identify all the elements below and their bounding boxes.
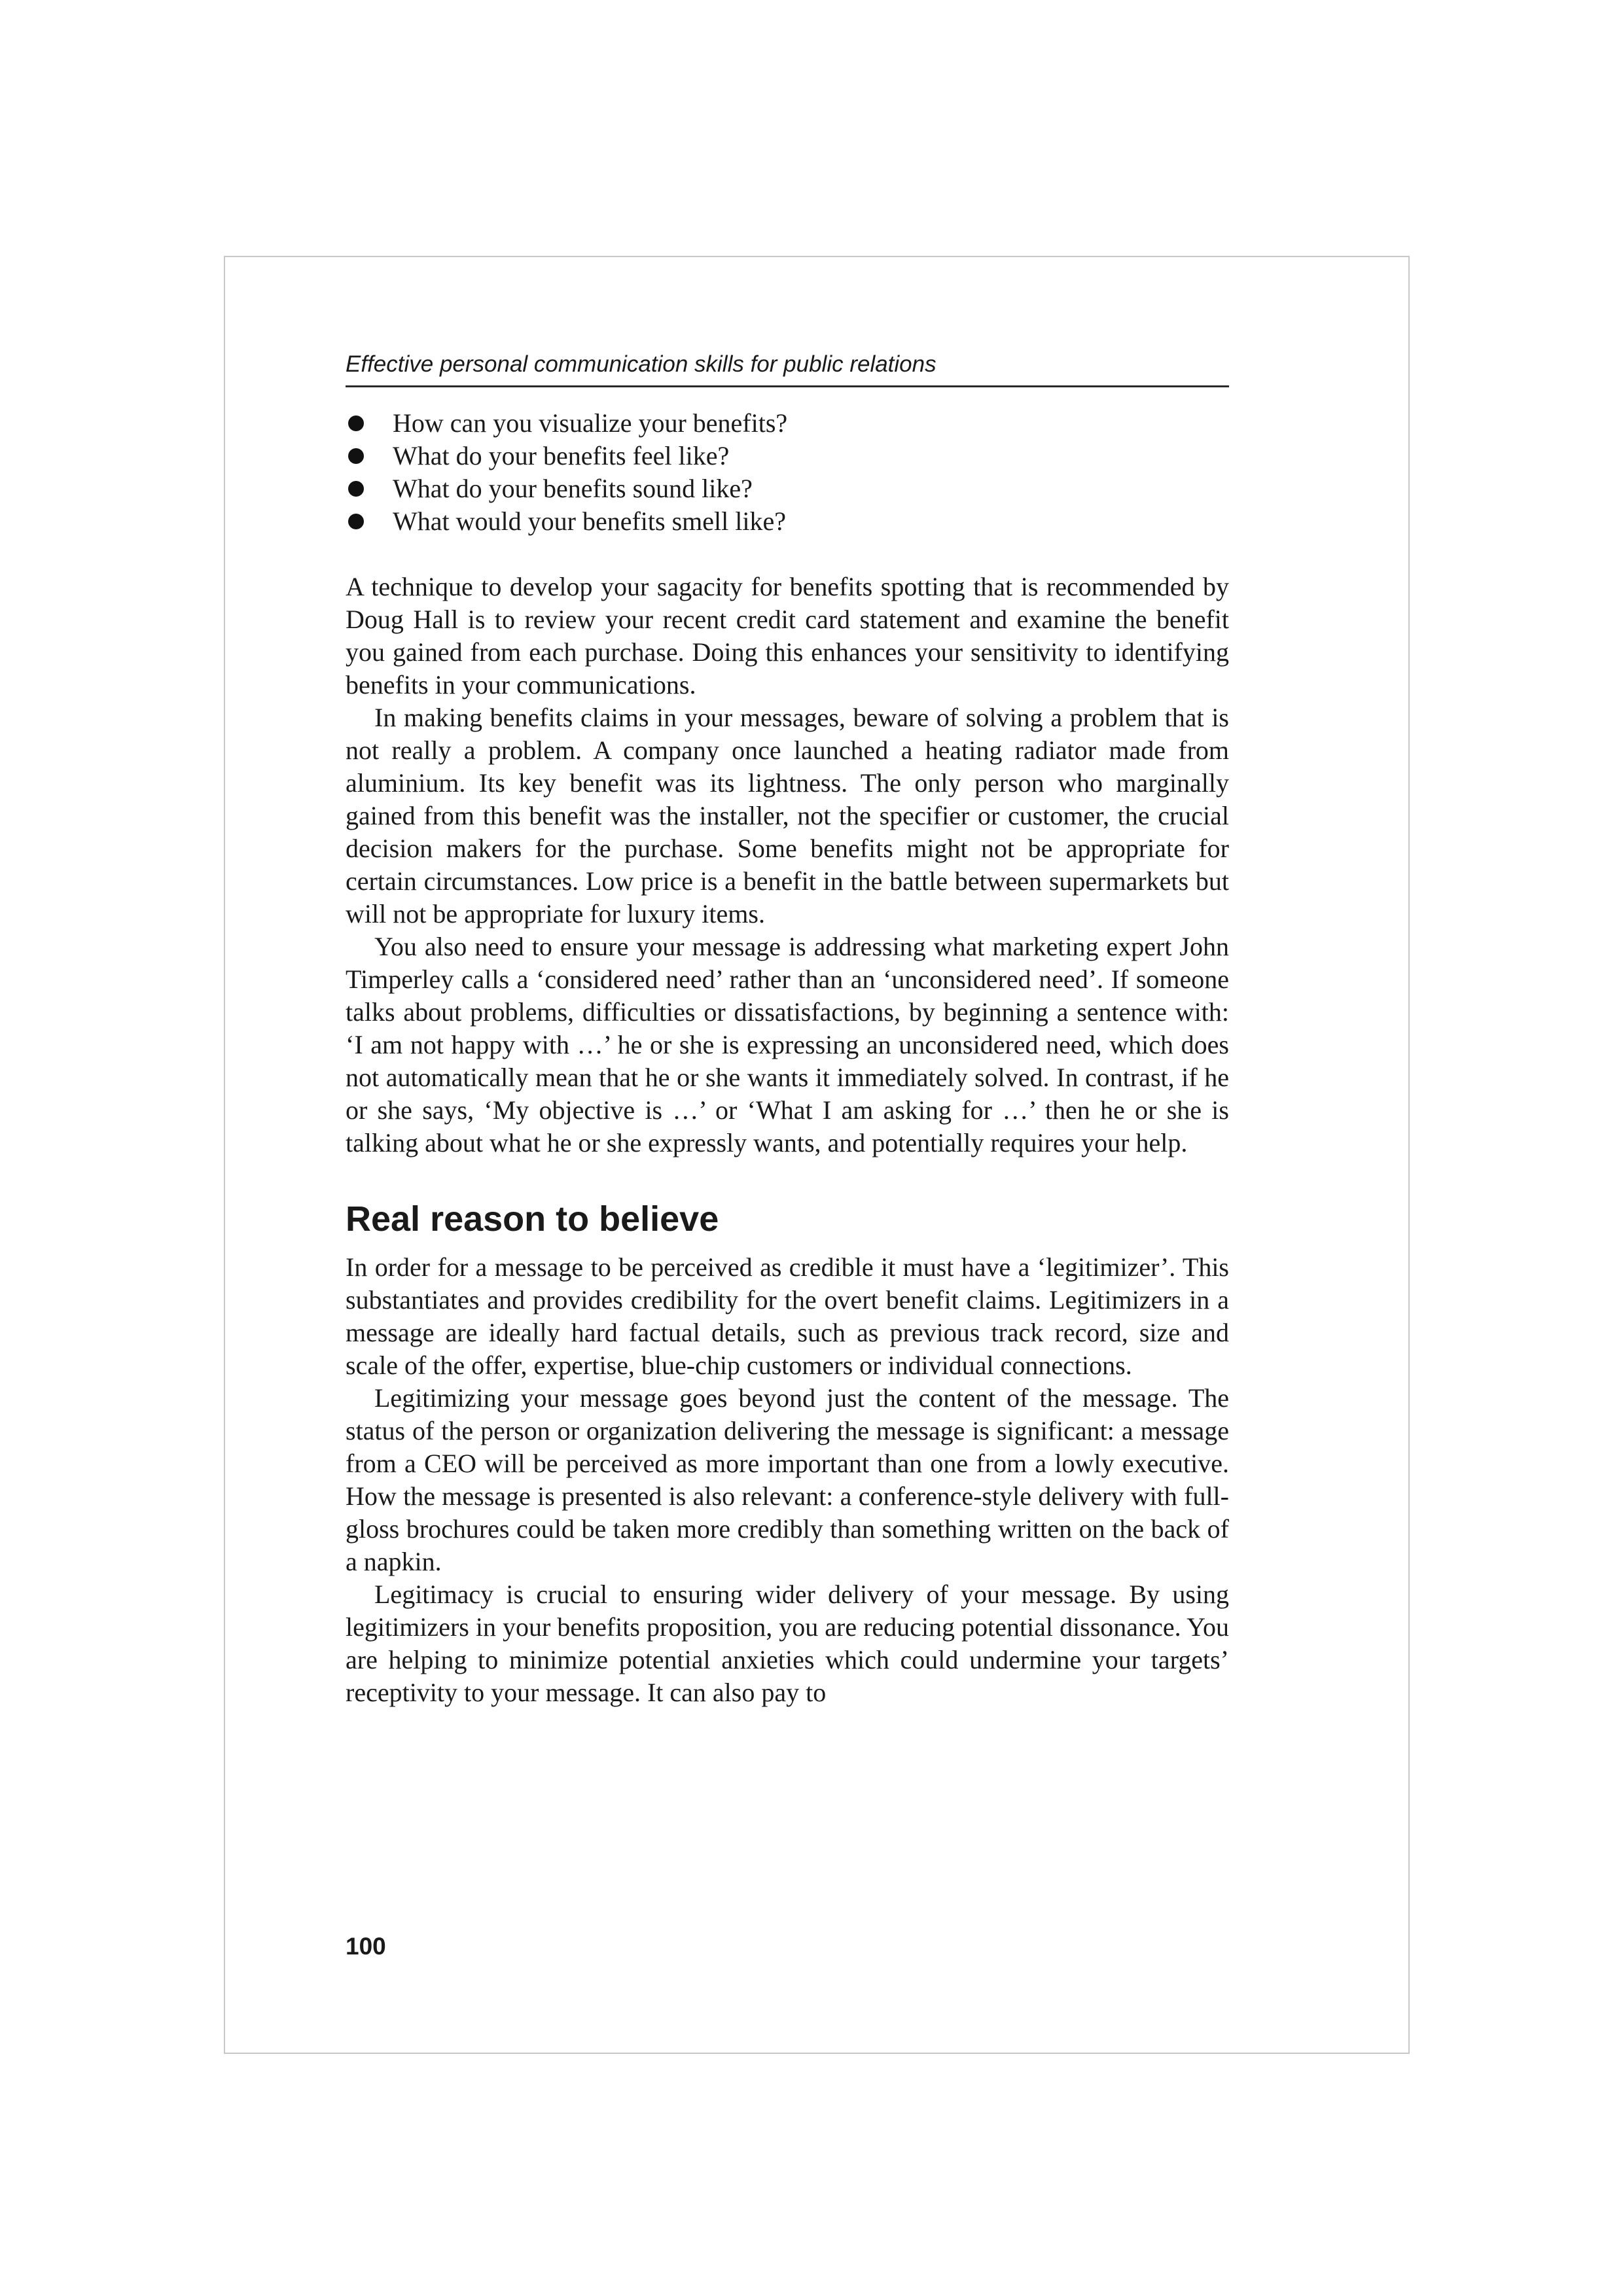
list-item <box>346 505 1229 538</box>
list-item <box>346 440 1229 472</box>
page-number: 100 <box>346 1933 386 1960</box>
bullet-icon <box>348 481 364 497</box>
section-heading: Real reason to believe <box>346 1199 719 1239</box>
list-item-text: What do your benefits feel like? <box>393 441 730 470</box>
bullet-icon <box>348 514 364 529</box>
body-paragraph: Legitimacy is crucial to ensuring wider delivery of your message. By using legitimizers in your benefits proposition, you are reducing potential dissonance. You are helping to minimize potential anxieties which could undermine your targets’ receptivity to your message. It can also pay to <box>346 1580 1229 1707</box>
running-head: Effective personal communication skills for public relations <box>346 350 1229 387</box>
bullet-icon <box>348 415 364 431</box>
page-content <box>346 350 1229 1709</box>
bullet-icon <box>348 448 364 464</box>
body-paragraph: In order for a message to be perceived as credible it must have a ‘legitimizer’. This substantiates and provides credibility for the overt benefit claims. Legitimizers in a message are ideally hard factual details, such as previous track record, size and scale of the offer, expertise, blue-chip customers or individual connections. <box>346 1252 1229 1380</box>
bullet-list <box>346 407 1229 538</box>
list-item-text: How can you visualize your benefits? <box>393 408 788 438</box>
list-item-text: What do your benefits sound like? <box>393 474 753 503</box>
list-item-text: What would your benefits smell like? <box>393 506 786 536</box>
body-paragraph: You also need to ensure your message is addressing what marketing expert John Timperley calls a ‘considered need’ rather than an ‘unconsidered need’. If someone talks about problems, difficulties or dissatisfactions, by beginning a sentence with: ‘I am not happy with …’ he or she is expressing an unconsidered need, which does not automatically mean that he or she wants it immediately solved. In contrast, if he or she says, ‘My objective is …’ or ‘What I am asking for …’ then he or she is talking about what he or she expressly wants, and potentially requires your help. <box>346 932 1229 1157</box>
body-paragraph: In making benefits claims in your messages, beware of solving a problem that is not really a problem. A company once launched a heating radiator made from aluminium. Its key benefit was its lightness. The only person who marginally gained from this benefit was the installer, not the specifier or customer, the crucial decision makers for the purchase. Some benefits might not be appropriate for certain circumstances. Low price is a benefit in the battle between supermarkets but will not be appropriate for luxury items. <box>346 703 1229 928</box>
body-paragraph: A technique to develop your sagacity for benefits spotting that is recommended by Doug Hall is to review your recent credit card statement and examine the benefit you gained from each purchase. Doing this enhances your sensitivity to identifying benefits in your communications. <box>346 572 1229 699</box>
list-item <box>346 472 1229 505</box>
body-paragraph: Legitimizing your message goes beyond just the content of the message. The status of the person or organization delivering the message is significant: a message from a CEO will be perceived as more important than one from a lowly executive. How the message is presented is also relevant: a conference-style delivery with full-gloss brochures could be taken more credibly than something written on the back of a napkin. <box>346 1383 1229 1576</box>
list-item <box>346 407 1229 440</box>
